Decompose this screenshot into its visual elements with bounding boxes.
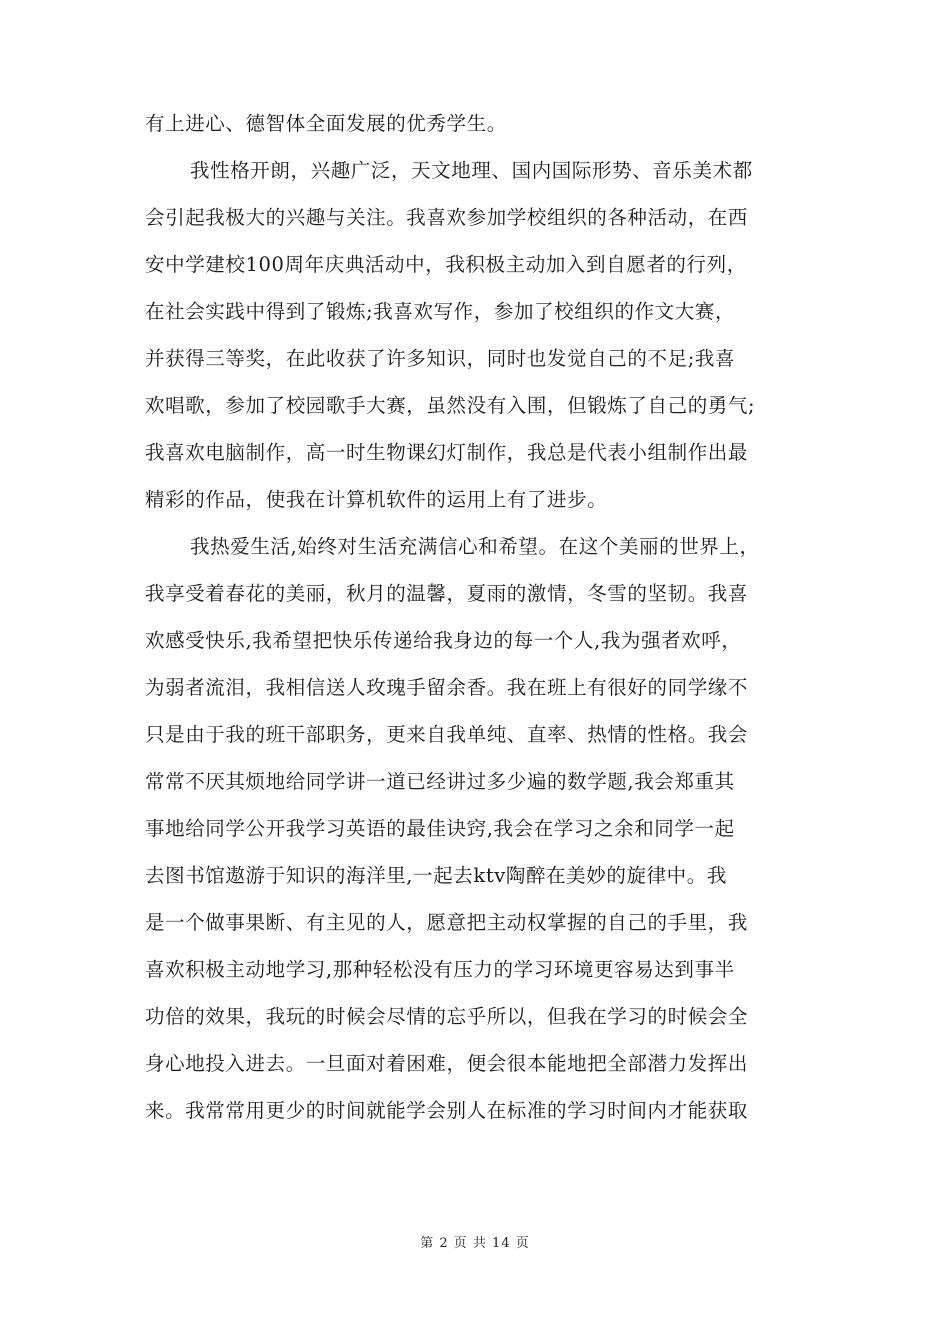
text-line: 来。我常常用更少的时间就能学会别人在标准的学习时间内才能获取 — [145, 1099, 749, 1122]
text-line: 只是由于我的班干部职务，更来自我单纯、直率、热情的性格。我会 — [145, 723, 749, 746]
text-line: 精彩的作品，使我在计算机软件的运用上有了进步。 — [145, 488, 608, 511]
text-line: 为弱者流泪，我相信送人玫瑰手留余香。我在班上有很好的同学缘不 — [145, 676, 749, 699]
text-line: 我喜欢电脑制作，高一时生物课幻灯制作，我总是代表小组制作出最 — [145, 441, 749, 464]
text-line: 喜欢积极主动地学习,那种轻松没有压力的学习环境更容易达到事半 — [145, 958, 735, 981]
text-line: 并获得三等奖，在此收获了许多知识，同时也发觉自己的不足;我喜 — [145, 347, 736, 370]
text-line: 欢唱歌，参加了校园歌手大赛，虽然没有入围，但锻炼了自己的勇气; — [145, 394, 756, 417]
text-line: 常常不厌其烦地给同学讲一道已经讲过多少遍的数学题,我会郑重其 — [145, 770, 735, 793]
text-line: 会引起我极大的兴趣与关注。我喜欢参加学校组织的各种活动，在西 — [145, 206, 749, 229]
paragraph-start-line: 我热爱生活,始终对生活充满信心和希望。在这个美丽的世界上， — [190, 535, 760, 558]
paragraph-start-line: 我性格开朗，兴趣广泛，天文地理、国内国际形势、音乐美术都 — [190, 159, 753, 182]
text-line: 事地给同学公开我学习英语的最佳诀窍,我会在学习之余和同学一起 — [145, 817, 735, 840]
text-line: 我享受着春花的美丽，秋月的温馨，夏雨的激情，冬雪的坚韧。我喜 — [145, 582, 749, 605]
body-text — [145, 100, 805, 1134]
text-line: 在社会实践中得到了锻炼;我喜欢写作，参加了校组织的作文大赛， — [145, 300, 736, 323]
text-line: 功倍的效果，我玩的时候会尽情的忘乎所以，但我在学习的时候会全 — [145, 1005, 749, 1028]
text-line: 是一个做事果断、有主见的人，愿意把主动权掌握的自己的手里，我 — [145, 911, 749, 934]
text-line: 有上进心、德智体全面发展的优秀学生。 — [145, 112, 507, 135]
text-line: 安中学建校100周年庆典活动中，我积极主动加入到自愿者的行列， — [145, 253, 747, 276]
page-footer: 第 2 页 共 14 页 — [420, 1236, 530, 1251]
text-line: 欢感受快乐,我希望把快乐传递给我身边的每一个人,我为强者欢呼， — [145, 629, 742, 652]
text-line: 身心地投入进去。一旦面对着困难，便会很本能地把全部潜力发挥出 — [145, 1052, 749, 1075]
text-line: 去图书馆遨游于知识的海洋里,一起去ktv陶醉在美妙的旋律中。我 — [145, 864, 727, 887]
